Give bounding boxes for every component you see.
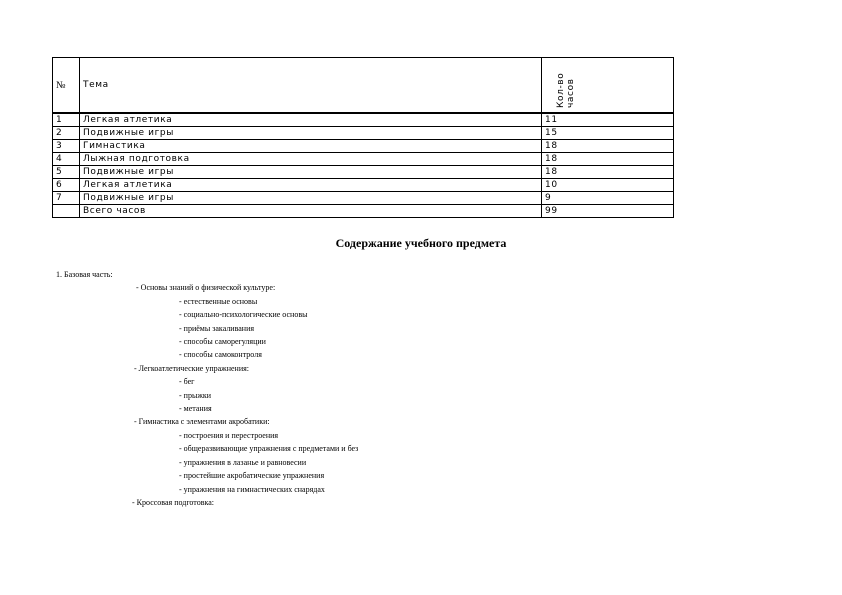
table-header-row [53,58,674,114]
list-item: - простейшие акробатические упражнения [179,471,325,481]
total-hours: 99 [542,205,674,218]
row-topic: Легкая атлетика [80,113,542,127]
row-topic: Подвижные игры [80,127,542,140]
header-hours [542,58,674,114]
part-heading: 1. Базовая часть: [56,270,113,279]
group-title: - Кроссовая подготовка: [132,497,215,507]
table-row [53,140,674,153]
list-item: - естественные основы [179,296,258,306]
list-item: - построения и перестроения [179,430,279,440]
group-title: - Основы знаний о физической культуре: [136,283,276,293]
table-total-row [53,205,674,218]
row-topic: Легкая атлетика [80,179,542,192]
list-item: - способы самоконтроля [179,350,262,360]
content-outline [56,268,358,509]
row-hours: 11 [542,113,674,127]
row-number: 2 [53,127,80,140]
list-item: - социально-психологические основы [179,310,308,320]
row-number: 5 [53,166,80,179]
row-hours: 18 [542,153,674,166]
group-title: - Легкоатлетические упражнения: [134,363,250,373]
table-row [53,127,674,140]
list-item: - приёмы закаливания [179,323,255,333]
row-hours: 18 [542,140,674,153]
list-item: - бег [179,377,195,387]
table-row [53,192,674,205]
table-row [53,166,674,179]
row-hours: 9 [542,192,674,205]
row-topic: Лыжная подготовка [80,153,542,166]
list-item: - способы саморегуляции [179,337,266,347]
list-item: - общеразвивающие упражнения с предметами и без [179,444,359,454]
header-hours-label: Кол-во часов [556,72,576,108]
row-hours: 18 [542,166,674,179]
row-topic: Гимнастика [80,140,542,153]
row-hours: 15 [542,127,674,140]
list-item: - упражнения на гимнастических снарядах [179,484,325,494]
row-number: 1 [53,113,80,127]
table-row [53,113,674,127]
row-topic: Подвижные игры [80,166,542,179]
total-number [53,205,80,218]
row-number: 7 [53,192,80,205]
section-title: Содержание учебного предмета [335,236,507,250]
row-number: 3 [53,140,80,153]
table-row [53,179,674,192]
header-topic: Тема [80,58,542,114]
thematic-plan-table [52,57,674,218]
row-number: 4 [53,153,80,166]
table-row [53,153,674,166]
list-item: - метания [179,404,212,414]
row-topic: Подвижные игры [80,192,542,205]
header-number: № [53,58,80,114]
list-item: - прыжки [179,390,212,400]
list-item: - упражнения в лазанье и равновесии [179,457,307,467]
total-label: Всего часов [80,205,542,218]
row-hours: 10 [542,179,674,192]
group-title: - Гимнастика с элементами акробатики: [134,417,270,427]
row-number: 6 [53,179,80,192]
